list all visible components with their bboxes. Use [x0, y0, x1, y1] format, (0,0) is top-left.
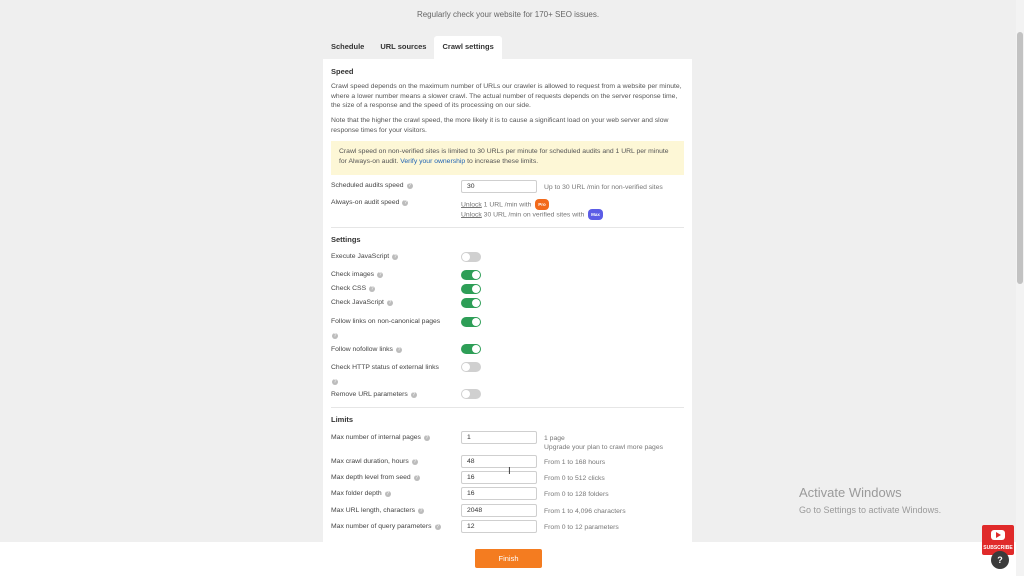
- limit-row-crawl-duration: [331, 458, 418, 465]
- youtube-play-icon: [991, 530, 1005, 540]
- toggle-check-external[interactable]: [461, 362, 481, 372]
- unlock-max-link[interactable]: Unlock: [461, 211, 482, 219]
- limit-upgrade-hint: Upgrade your plan to crawl more pages: [544, 444, 664, 451]
- activate-windows-title: Activate Windows: [799, 485, 902, 500]
- max-query-params-input[interactable]: 12: [461, 520, 537, 533]
- speed-note: Note that the higher the crawl speed, the more likely it is to cause a significant load on your web server and slow response times for your visitors.: [331, 117, 669, 134]
- question-circle-icon[interactable]: ?: [404, 199, 407, 206]
- setting-row-check-external: [331, 364, 439, 371]
- page-subtitle: Regularly check your website for 170+ SEO issues.: [416, 10, 600, 19]
- setting-row-remove-params: [331, 391, 417, 398]
- setting-label: Follow links on non-canonical pages: [331, 318, 441, 325]
- help-fab-button[interactable]: ?: [991, 551, 1009, 569]
- max-internal-pages-input[interactable]: 1: [461, 431, 537, 444]
- setting-label: Follow nofollow links: [331, 346, 393, 353]
- tab-schedule[interactable]: Schedule: [331, 42, 365, 51]
- always-on-speed-label: Always-on audit speed: [331, 199, 400, 206]
- toggle-execute-js[interactable]: [461, 252, 481, 262]
- toggle-check-js[interactable]: [461, 298, 481, 308]
- notice-tail: to increase these limits.: [467, 158, 539, 165]
- limit-label: Max crawl duration, hours: [331, 458, 409, 465]
- limit-label: Max folder depth: [331, 490, 382, 497]
- question-circle-icon[interactable]: ?: [378, 271, 382, 278]
- tab-crawl-settings[interactable]: Crawl settings: [434, 36, 501, 60]
- unlock-max-text: 30 URL /min on verified sites with: [483, 211, 585, 219]
- max-url-length-input[interactable]: 2048: [461, 504, 537, 517]
- question-circle-icon[interactable]: ?: [413, 458, 417, 465]
- setting-row-execute-js: [331, 253, 398, 260]
- setting-label: Check HTTP status of external links: [331, 364, 439, 371]
- page-scrollbar[interactable]: [1016, 0, 1024, 576]
- settings-section-title: Settings: [331, 235, 361, 244]
- setting-label: Check CSS: [331, 285, 367, 292]
- verify-ownership-link[interactable]: Verify your ownership: [400, 158, 466, 165]
- toggle-remove-params[interactable]: [461, 389, 481, 399]
- question-circle-icon[interactable]: ?: [386, 490, 390, 497]
- limit-label: Max URL length, characters: [331, 507, 415, 514]
- pro-badge: Pro: [535, 199, 549, 210]
- scheduled-speed-label: Scheduled audits speed: [331, 182, 404, 189]
- question-circle-icon[interactable]: ?: [370, 285, 374, 292]
- finish-button[interactable]: Finish: [475, 549, 542, 568]
- limit-hint: From 0 to 12 parameters: [544, 524, 619, 531]
- limit-hint: From 0 to 128 folders: [544, 491, 609, 498]
- setting-label: Check JavaScript: [331, 299, 384, 306]
- limit-row-query-params: [331, 523, 441, 530]
- tab-url-sources[interactable]: URL sources: [380, 42, 427, 51]
- toggle-follow-nofollow[interactable]: [461, 344, 481, 354]
- always-on-speed-row: [331, 199, 408, 206]
- question-circle-icon[interactable]: ?: [333, 333, 337, 339]
- limit-hint: From 1 to 4,096 characters: [544, 508, 626, 515]
- notice-text: Crawl speed on non-verified sites is limited to 30 URLs per minute for scheduled audits and 1 URL per minute for Always-on audit.: [339, 148, 669, 165]
- question-circle-icon[interactable]: ?: [397, 346, 401, 353]
- limit-row-internal-pages: [331, 434, 430, 441]
- speed-section-title: Speed: [331, 67, 354, 76]
- limit-row-folder-depth: [331, 490, 391, 497]
- setting-label: Execute JavaScript: [331, 253, 390, 260]
- limit-hint: From 1 to 168 hours: [544, 459, 606, 466]
- toggle-check-images[interactable]: [461, 270, 481, 280]
- question-circle-icon[interactable]: ?: [388, 299, 392, 306]
- toggle-follow-noncanonical[interactable]: [461, 317, 481, 327]
- setting-row-check-css: [331, 285, 375, 292]
- unlock-pro-text: 1 URL /min with: [483, 201, 532, 209]
- scheduled-speed-hint: Up to 30 URL /min for non-verified sites: [544, 184, 663, 191]
- limit-hint: [544, 434, 663, 452]
- question-circle-icon[interactable]: ?: [333, 379, 337, 385]
- scrollbar-thumb[interactable]: [1017, 32, 1023, 284]
- question-circle-icon[interactable]: ?: [415, 474, 419, 481]
- max-depth-level-input[interactable]: 16: [461, 471, 537, 484]
- verification-notice: [331, 141, 684, 175]
- speed-description: Crawl speed depends on the maximum number of URLs our crawler is allowed to request from a website per minute, where a lower number means a slower crawl. The actual number of requests depends on the server response time, the size of a response and the speed of its processing on our side.: [331, 83, 682, 109]
- scheduled-speed-row: [331, 182, 413, 189]
- max-crawl-duration-input[interactable]: 48: [461, 455, 537, 468]
- question-circle-icon[interactable]: ?: [425, 434, 429, 441]
- unlock-max-line: [461, 209, 603, 220]
- question-circle-icon[interactable]: ?: [412, 391, 416, 398]
- limits-section-title: Limits: [331, 415, 354, 424]
- question-circle-icon[interactable]: ?: [393, 253, 397, 260]
- max-badge: Max: [588, 209, 603, 220]
- setting-row-check-js: [331, 299, 393, 306]
- setting-label: Check images: [331, 271, 375, 278]
- section-divider: [331, 407, 684, 408]
- setting-label: Remove URL parameters: [331, 391, 408, 398]
- max-folder-depth-input[interactable]: 16: [461, 487, 537, 500]
- toggle-check-css[interactable]: [461, 284, 481, 294]
- setting-row-follow-noncanonical: [331, 318, 440, 325]
- limit-hint-line: 1 page: [544, 435, 565, 442]
- activate-windows-subtitle: Go to Settings to activate Windows.: [799, 505, 942, 515]
- scheduled-speed-input[interactable]: 30: [461, 180, 537, 193]
- limit-row-depth-level: [331, 474, 420, 481]
- limit-row-url-length: [331, 507, 424, 514]
- limit-label: Max number of query parameters: [331, 523, 432, 530]
- subscribe-label: SUBSCRIBE: [983, 545, 1013, 551]
- question-circle-icon[interactable]: ?: [408, 182, 411, 189]
- unlock-pro-link[interactable]: Unlock: [461, 201, 482, 209]
- limit-label: Max number of internal pages: [331, 434, 421, 441]
- question-circle-icon[interactable]: ?: [419, 507, 423, 514]
- text-cursor-icon: I: [508, 466, 511, 477]
- setting-row-follow-nofollow: [331, 346, 402, 353]
- settings-tabs: [323, 36, 502, 60]
- limit-label: Max depth level from seed: [331, 474, 411, 481]
- section-divider: [331, 227, 684, 228]
- question-circle-icon[interactable]: ?: [436, 523, 439, 530]
- limit-hint: From 0 to 512 clicks: [544, 475, 605, 482]
- setting-row-check-images: [331, 271, 383, 278]
